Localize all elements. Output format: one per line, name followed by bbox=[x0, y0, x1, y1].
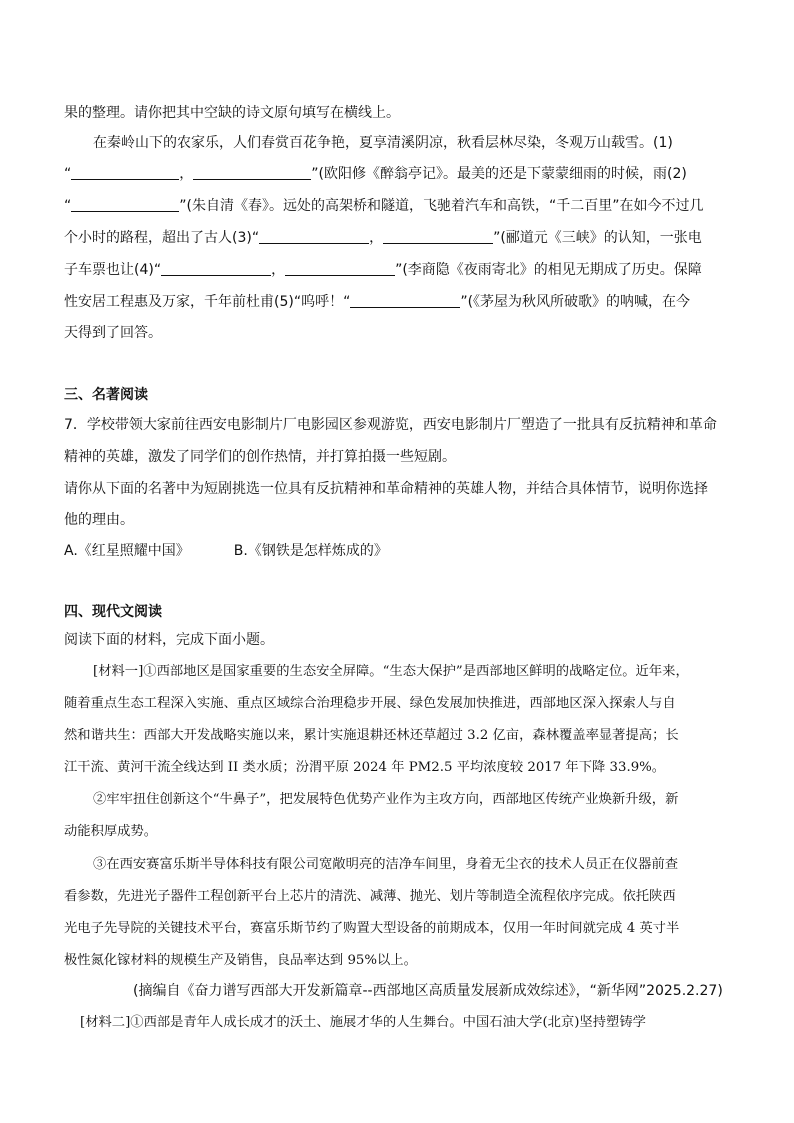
material-1-line: 然和谐共生：西部大开发战略实施以来，累计实施退耕还林还草超过 3.2 亿亩，森林覆盖率显著提高；长 bbox=[64, 728, 679, 743]
question-7-text: 精神的英雄，激发了同学们的创作热情，并打算拍摄一些短剧。 bbox=[64, 449, 456, 465]
intro-line: 果的整理。请你把其中空缺的诗文原句填写在横线上。 bbox=[64, 105, 400, 121]
answer-blank-1b[interactable] bbox=[193, 164, 311, 180]
material-2-line: [材料二]①西部是青年人成长成才的沃土、施展才华的人生舞台。中国石油大学(北京)坚持塑铸学 bbox=[80, 1015, 646, 1030]
answer-blank-1a[interactable] bbox=[71, 164, 179, 180]
poem-fill-paragraph-line: “ ”(朱自清《春》。远处的高架桥和隧道，飞驰着汽车和高铁，“千二百里”在如今不过几 bbox=[64, 198, 704, 214]
material-source-citation: (摘编自《奋力谱写西部大开发新篇章--西部地区高质量发展新成效综述》，“新华网”2025.2.27) bbox=[133, 983, 723, 999]
material-1-line: 极性氮化镓材料的规模生产及销售，良品率达到 95%以上。 bbox=[64, 953, 417, 968]
poem-fill-paragraph-line: 性安居工程惠及万家，千年前杜甫(5)“呜呼！“ ”(《茅屋为秋风所破歌》的呐喊，在今 bbox=[64, 294, 691, 310]
reading-instruction: 阅读下面的材料，完成下面小题。 bbox=[64, 632, 274, 648]
material-1-line: ③在西安赛富乐斯半导体科技有限公司宽敞明亮的洁净车间里，身着无尘衣的技术人员正在仪器前查 bbox=[93, 857, 679, 872]
poem-fill-paragraph-line: 子车票也让(4)“ ， ”(李商隐《夜雨寄北》的相见无期成了历史。保障 bbox=[64, 262, 702, 278]
material-1-line: 随着重点生态工程深入实施、重点区域综合治理稳步开展、绿色发展加快推进，西部地区深入探索人与自 bbox=[64, 696, 676, 711]
section-heading-classics: 三、名著阅读 bbox=[64, 387, 148, 403]
answer-blank-4b[interactable] bbox=[285, 260, 395, 276]
material-1-line: 看参数，先进光子器件工程创新平台上芯片的清洗、减薄、抛光、划片等制造全流程依序完成。依托陕西 bbox=[64, 889, 676, 904]
material-1-line: ②牢牢扭住创新这个“牛鼻子”，把发展特色优势产业作为主攻方向，西部地区传统产业焕新升级，新 bbox=[93, 792, 679, 807]
material-1-line: 江干流、黄河干流全线达到 II 类水质；汾渭平原 2024 年 PM2.5 平均浓度较 2017 年下降 33.9%。 bbox=[64, 760, 666, 775]
book-options bbox=[64, 541, 388, 561]
question-7-text: 请你从下面的名著中为短剧挑选一位具有反抗精神和革命精神的英雄人物，并结合具体情节，说明你选择 bbox=[64, 481, 708, 497]
section-heading-modern-reading: 四、现代文阅读 bbox=[64, 604, 162, 620]
answer-blank-3a[interactable] bbox=[259, 228, 369, 244]
answer-blank-2[interactable] bbox=[71, 196, 179, 212]
material-1-line: 动能积厚成势。 bbox=[64, 824, 158, 839]
option-b: B.《钢铁是怎样炼成的》 bbox=[233, 543, 388, 559]
answer-blank-4a[interactable] bbox=[161, 260, 271, 276]
material-1-line: [材料一]①西部地区是国家重要的生态安全屏障。“生态大保护”是西部地区鲜明的战略定位。近年来， bbox=[93, 664, 689, 679]
answer-blank-5[interactable] bbox=[350, 292, 460, 308]
poem-fill-paragraph-line: 在秦岭山下的农家乐，人们春赏百花争艳，夏享清溪阴凉，秋看层林尽染，冬观万山载雪。(1) bbox=[93, 135, 673, 151]
question-7-text: 他的理由。 bbox=[64, 512, 134, 528]
answer-blank-3b[interactable] bbox=[383, 228, 493, 244]
option-a: A.《红星照耀中国》 bbox=[64, 543, 190, 559]
question-7-text: 7．学校带领大家前往西安电影制片厂电影园区参观游览，西安电影制片厂塑造了一批具有反抗精神和革命 bbox=[64, 417, 717, 433]
material-1-line: 光电子先导院的关键技术平台，赛富乐斯节约了购置大型设备的前期成本，仅用一年时间就完成 4 英寸半 bbox=[64, 921, 680, 936]
poem-fill-paragraph-line: 天得到了回答。 bbox=[64, 325, 162, 341]
poem-fill-paragraph-line: 个小时的路程，超出了古人(3)“ ， ”(郦道元《三峡》的认知，一张电 bbox=[64, 230, 702, 246]
poem-fill-paragraph-line: “ ， ”(欧阳修《醉翁亭记》。最美的还是下蒙蒙细雨的时候，雨(2) bbox=[64, 166, 687, 182]
